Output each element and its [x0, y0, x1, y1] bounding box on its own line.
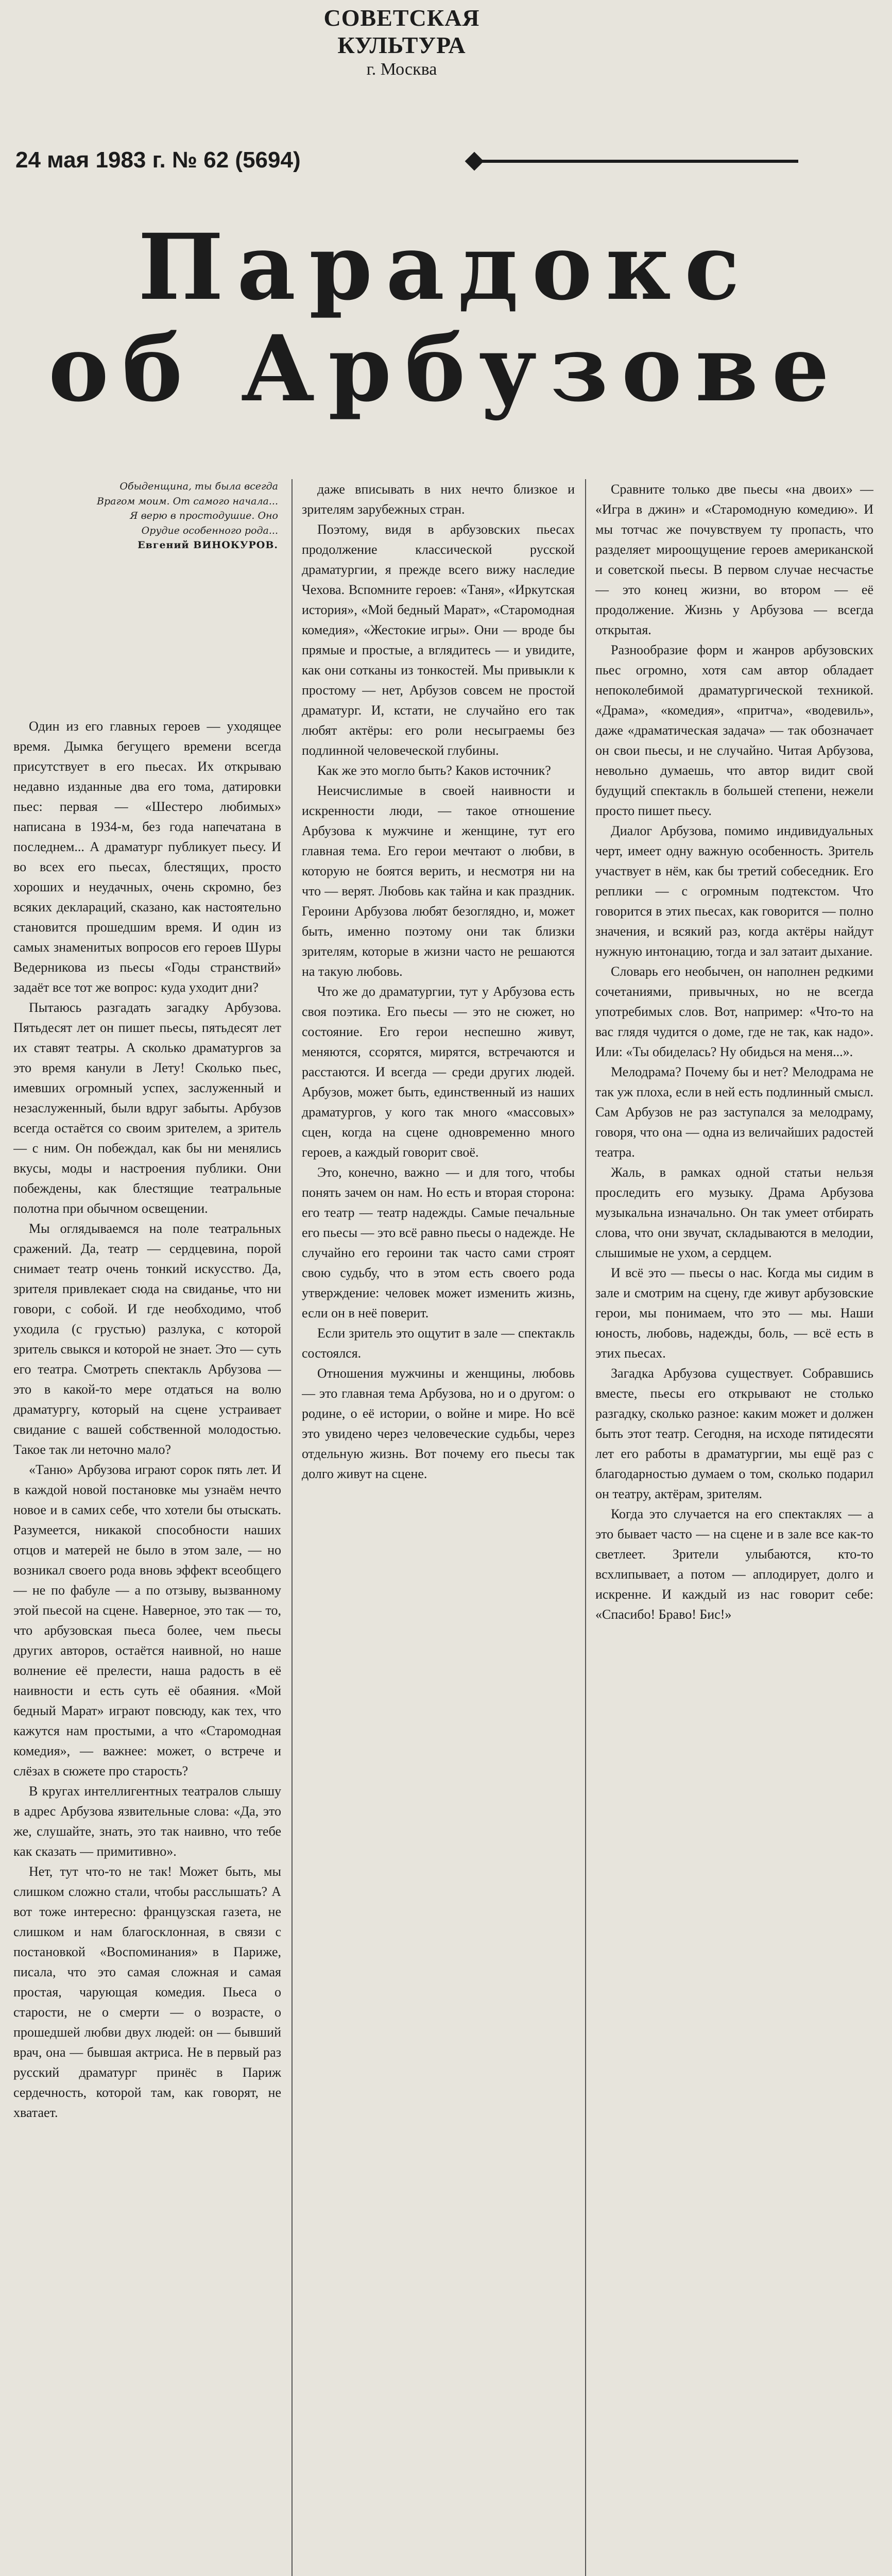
article-paragraph: И всё это — пьесы о нас. Когда мы сидим в зале и смотрим на сцену, где живут арбузовские герои, мы понимаем, что это — мы. Наши юность, любовь, надежды, боль, — всё есть в этих пьесах. [595, 1265, 873, 1361]
article-paragraph: Разнообразие форм и жанров арбузовских пьес огромно, хотя сам автор обладает непоколебимой драматургической техникой. «Драма», «комедия», «притча», «водевиль», даже «драматическая задача» — так обозначает он свои пьесы, и не случайно. Читая Арбузова, невольно думаешь, что автор видит свой будущий спектакль в большей степени, нежели просто пишет пьесу. [595, 642, 873, 818]
newspaper-name: СОВЕТСКАЯ КУЛЬТУРА [323, 5, 480, 58]
masthead [288, 0, 515, 79]
article-paragraph: Отношения мужчины и женщины, любовь — это главная тема Арбузова, но и о другом: о родине, о её истории, о войне и мире. Но всё это увидено через человеческие судьбы, через отдельную жизнь. Вот почему его пьесы так долго живут на сцене. [302, 1366, 575, 1481]
article-paragraph: Сравните только две пьесы «на двоих» — «Игра в джин» и «Старомодную комедию». И мы тотчас же почувствуем ту пропасть, что разделяет мироощущение героев американской и советской пьесы. В первом случае несчастье — это конец жизни, во втором — её продолжение. Жизнь у Арбузова — всегда открытая. [595, 482, 873, 637]
article-paragraph: Неисчислимые в своей наивности и искренности люди, — такое отношение Арбузова к мужчине и женщине, тут его главная тема. Его герои мечтают о любви, в которую не боятся верить, и несмотря ни на что — верят. Любовь как тайна и как праздник. Героини Арбузова любят безоглядно, и, может быть, именно поэтому они так близки зрителям, которые в жизни часто не решаются на такую любовь. [302, 783, 575, 979]
article-headline [15, 214, 876, 422]
article-paragraph: Мы оглядываемся на поле театральных сражений. Да, театр — сердцевина, порой снимает театр очень тонкий искусство. Да, зрителя привлекает сюда на свиданье, что ни говори, с собой. И где необходимо, чтоб уходила (с грустью) разлука, с которой зритель свыкся и которой не знает. Это — суть его театра. Смотреть спектакль Арбузова — это в какой-то мере отдаться на волю драматургу, который на сцене устраивает свидание с вашей собственной молодостью. Такое так ли неточно мало? [13, 1221, 281, 1457]
article-paragraph: Мелодрама? Почему бы и нет? Мелодрама не так уж плоха, если в ней есть подлинный смысл. Сам Арбузов не раз заступался за мелодраму, говоря, что она — одна из величайших радостей театра. [595, 1064, 873, 1160]
article-paragraph: Пытаюсь разгадать загадку Арбузова. Пятьдесят лет он пишет пьесы, пятьдесят лет их ставят театры. А сколько драматургов за это время канули в Лету! Сколько пьес, имевших огромный успех, заслуженный и незаслуженный, были вдруг забыты. Арбузов всегда остаётся со своим зрителем, а зритель — с ним. Он побеждал, как бы ни менялись вкусы, моды и настроения публики. Они побеждены, как блестящие театральные полотна при обычном освещении. [13, 1000, 281, 1216]
article-paragraph: Один из его главных героев — уходящее время. Дымка бегущего времени всегда присутствует в его пьесах. Их открываю недавно изданные два его тома, датировки пьес: первая — «Шестеро любимых» написана в 1934-м, без года напечатана в последнем... А драматург публикует пьесу. И во всех его пьесах, блестящих, просто хороших и неудачных, очень скромно, без всяких деклараций, сказано, как настоятельно становится прошедшим время. И один из самых знаменитых вопросов его героев Шуры Ведерникова из пьесы «Годы странствий» задаёт все тот же вопрос: куда уходит дни? [13, 719, 281, 995]
article-paragraph: Загадка Арбузова существует. Собравшись вместе, пьесы его открывают не столько разгадку, сколько разное: каким может и должен быть этот театр. Сегодня, на исходе пятидесяти лет его работы в драматургии, мы ещё раз с благодарностью думаем о том, сколько подарил он театру, актёрам, зрителям. [595, 1366, 873, 1501]
article-column-1 [13, 716, 281, 2576]
newspaper-city: г. Москва [366, 60, 437, 79]
epigraph [41, 479, 278, 553]
epigraph-line: Я верю в простодушие. Оно [130, 510, 278, 521]
article-paragraph: Поэтому, видя в арбузовских пьесах продолжение классической русской драматургии, я прежде всего вижу наследие Чехова. Вспомните героев: «Таня», «Иркутская история», «Мой бедный Марат», «Старомодная комедия», «Жестокие игры». Они — вроде бы прямые и простые, а вглядитесь — и увидите, как они сотканы из тонкостей. Мы привыкли к простому — нет, Арбузов совсем не простой драматург. И, кстати, не случайно его так любят актёры: его роли несыграемы без подлинной человеческой глубины. [302, 522, 575, 758]
dateline [15, 144, 798, 178]
article-paragraph: Словарь его необычен, он наполнен редкими сочетаниями, привычных, но не всегда употребимых слов. Вот, например: «Что-то на вас глядя чудится о доме, где не так, как надо». Или: «Ты обиделась? Ну обидься на меня...». [595, 964, 873, 1059]
headline-line-2: об Арбузове [48, 315, 843, 422]
headline-line-1: Парадокс [138, 214, 753, 320]
article-paragraph: Что же до драматургии, тут у Арбузова есть своя поэтика. Его пьесы — это не сюжет, но состояние. Его герои неспешно живут, меняются, ссорятся, мирятся, встречаются и расстаются. И всегда — среди других людей. Арбузов, может быть, единственный из наших драматургов, у кого так много «массовых» сцен, когда на сцене одновременно много героев, а каждый говорит своё. [302, 984, 575, 1160]
article-paragraph: даже вписывать в них нечто близкое и зрителям зарубежных стран. [302, 482, 575, 517]
article-paragraph: В кругах интеллигентных театралов слышу в адрес Арбузова язвительные слова: «Да, это же, слушайте, знать, это так наивно, что тебе как сказать — примитивно». [13, 1784, 281, 1859]
epigraph-line: Обыденщина, ты была всегда [119, 481, 278, 492]
epigraph-author: Евгений ВИНОКУРОВ. [138, 539, 278, 551]
epigraph-line: Орудие особенного рода... [141, 524, 278, 536]
epigraph-line: Врагом моим. От самого начала... [97, 495, 278, 507]
article-column-3 [595, 479, 873, 2576]
article-paragraph: «Таню» Арбузова играют сорок пять лет. И в каждой новой постановке мы узнаём нечто новое и в самих себе, что хотели бы отыскать. Разумеется, никакой способности наших отцов и матерей не было в этом зале, — но возникал своего рода вновь эффект всеобщего — не по фабуле — а по отзыву, вызванному этой пьесой на сцене. Наверное, это так — то, что арбузовская пьеса более, чем пьесы других авторов, остаётся наивной, но наше волнение её прелести, наша радость в её наивности и есть суть её обаяния. «Мой бедный Марат» играют повсюду, как тех, что кажутся нам простыми, а что «Старомодная комедия», — важнее: может, о встрече и слёзах в сюжете про старость? [13, 1462, 281, 1778]
article-paragraph: Нет, тут что-то не так! Может быть, мы слишком сложно стали, чтобы расслышать? А вот тоже интересно: французская газета, не слишком и нам благосклонная, в связи с постановкой «Воспоминания» в Париже, писала, что это самая сложная и самая простая, чарующая комедия. Пьеса о старости, не о смерти — о возрасте, о прошедшей любви двух людей: он — бывший врач, она — бывшая актриса. Не в первый раз русский драматург принёс в Париж сердечность, которой там, как говорят, не хватает. [13, 1864, 281, 2120]
article-paragraph: Диалог Арбузова, помимо индивидуальных черт, имеет одну важную особенность. Зритель участвует в нём, как бы третий собеседник. Его реплики — с огромным подтекстом. Что говорится в этих пьесах, как говорится — полно значения, и всякий раз, когда актёры найдут нужную интонацию, тогда и зал затаит дыхание. [595, 823, 873, 959]
column-divider [291, 479, 293, 2576]
article-column-2 [302, 479, 575, 2576]
column-divider [585, 479, 586, 2576]
dateline-rule [479, 160, 798, 163]
article-paragraph: Как же это могло быть? Каков источник? [317, 763, 551, 778]
article-paragraph: Это, конечно, важно — и для того, чтобы понять зачем он нам. Но есть и вторая сторона: его театр — театр надежды. Самые печальные его пьесы — это всё равно пьесы о надежде. Не случайно его героини так часто сами строят свою судьбу, что в этом есть своего рода утверждение: человек может изменить жизнь, если он в неё поверит. [302, 1165, 575, 1320]
article-paragraph: Жаль, в рамках одной статьи нельзя проследить его музыку. Драма Арбузова музыкальна изначально. Он так умеет отбирать слова, что они звучат, складываются в мелодии, слышимые не ухом, а сердцем. [595, 1165, 873, 1260]
article-paragraph: Если зритель это ощутит в зале — спектакль состоялся. [302, 1326, 575, 1361]
article-paragraph: Когда это случается на его спектаклях — а это бывает часто — на сцене и в зале все как-то светлеет. Зрители улыбаются, кто-то всхлипывает, а потом — аплодирует, долго и искренне. И каждый из нас говорит себе: «Спасибо! Браво! Бис!» [595, 1506, 873, 1622]
date-issue: 24 мая 1983 г. № 62 (5694) [15, 147, 301, 173]
